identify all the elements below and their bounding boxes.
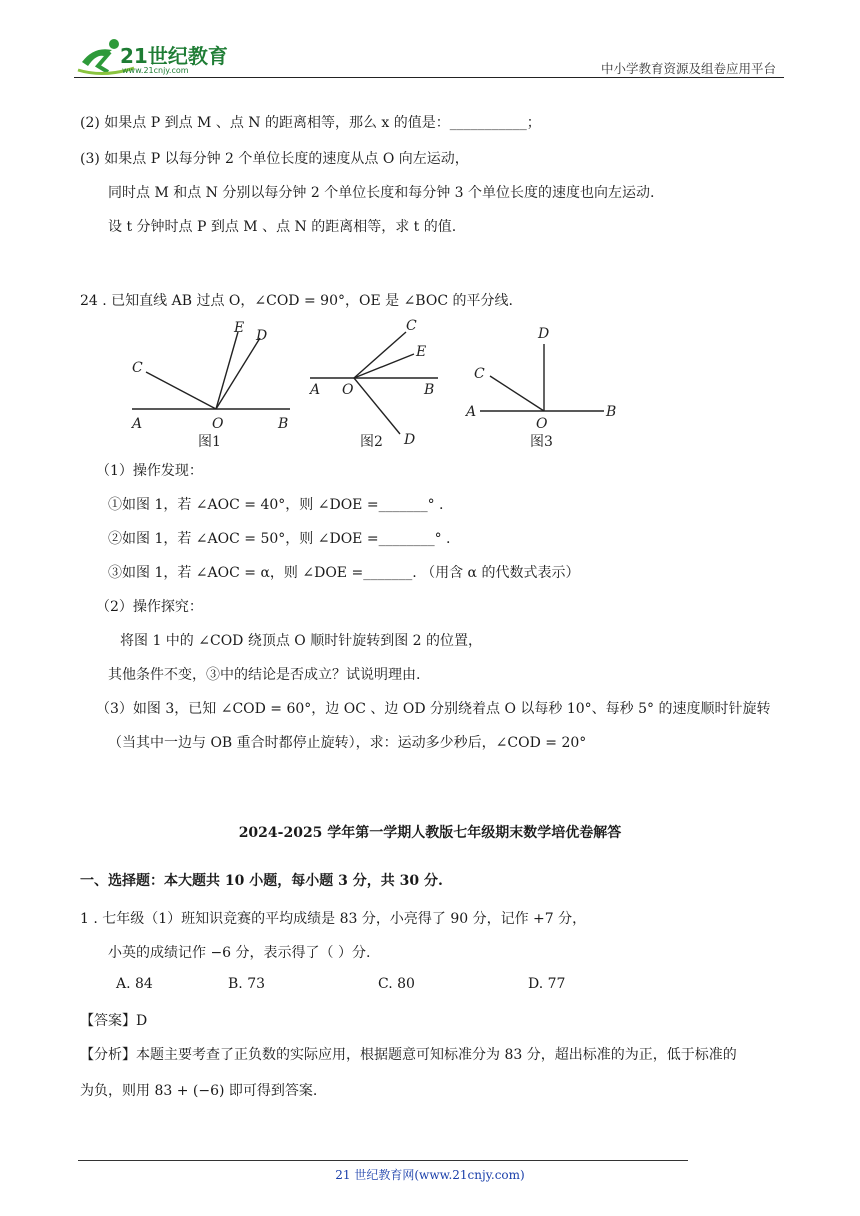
label-o: O <box>536 416 548 432</box>
label-o: O <box>212 416 224 432</box>
ray-oe <box>216 332 238 409</box>
label-e: E <box>416 344 427 360</box>
label-a: A <box>132 416 143 432</box>
q24-part1-title: （1）操作发现： <box>96 463 203 479</box>
label-d: D <box>404 432 416 448</box>
q23-part3-line1: (3) 如果点 P 以每分钟 2 个单位长度的速度从点 O 向左运动， <box>80 151 469 167</box>
label-c: C <box>132 360 143 376</box>
q23-part2: (2) 如果点 P 到点 M 、点 N 的距离相等，那么 x 的值是：___________； <box>80 115 541 131</box>
label-a: A <box>310 382 321 398</box>
figure-1 <box>128 320 298 452</box>
ray-oc <box>354 332 406 378</box>
q24-part2-title: （2）操作探究： <box>96 599 203 615</box>
logo-url: www.21cnjy.com <box>122 66 189 75</box>
ray-od <box>354 378 400 434</box>
logo-text: 21世纪教育 <box>120 44 228 68</box>
analysis-line1: 【分析】本题主要考查了正负数的实际应用，根据题意可知标准分为 83 分，超出标准的为正，低于标准的 <box>80 1047 737 1063</box>
option-d: D. 77 <box>528 976 566 992</box>
label-a: A <box>466 404 477 420</box>
ray-oe <box>354 354 414 378</box>
q24-part1-a: ①如图 1，若 ∠AOC = 40°，则 ∠DOE =_______° . <box>108 497 444 513</box>
q24-part2-line2: 其他条件不变，③中的结论是否成立？试说明理由. <box>108 667 421 683</box>
option-c: C. 80 <box>378 976 415 992</box>
q24-stem: 24 . 已知直线 AB 过点 O，∠COD = 90°，OE 是 ∠BOC 的平分线. <box>80 293 513 309</box>
footer-divider <box>78 1160 688 1161</box>
header-divider <box>74 77 784 78</box>
label-e: E <box>234 320 245 336</box>
q23-part3-line3: 设 t 分钟时点 P 到点 M 、点 N 的距离相等，求 t 的值. <box>108 219 457 235</box>
header-platform-text: 中小学教育资源及组卷应用平台 <box>600 61 776 76</box>
footer-link[interactable]: 21 世纪教育网(www.21cnjy.com) <box>335 1168 525 1182</box>
ray-od <box>216 338 260 409</box>
label-c: C <box>474 366 485 382</box>
ray-oc <box>490 376 544 411</box>
label-b: B <box>606 404 617 420</box>
answer-section-title: 2024-2025 学年第一学期人教版七年级期末数学培优卷解答 <box>238 825 622 841</box>
figure-2-caption: 图2 <box>360 434 383 450</box>
label-b: B <box>278 416 289 432</box>
label-o: O <box>342 382 354 398</box>
q23-part3-line2: 同时点 M 和点 N 分别以每分钟 2 个单位长度和每分钟 3 个单位长度的速度也向左运动. <box>108 185 655 201</box>
q24-part1-c: ③如图 1，若 ∠AOC = α，则 ∠DOE =_______. （用含 α 的代数式表示） <box>108 565 580 581</box>
label-c: C <box>406 318 417 334</box>
q1-line1: 1 . 七年级（1）班知识竞赛的平均成绩是 83 分，小亮得了 90 分，记作 +7 分， <box>80 911 587 927</box>
analysis-line2: 为负，则用 83 + (−6) 即可得到答案. <box>80 1083 318 1099</box>
section-1-heading: 一、选择题：本大题共 10 小题，每小题 3 分，共 30 分. <box>80 873 443 889</box>
q24-part3-line2: （当其中一边与 OB 重合时都停止旋转），求：运动多少秒后，∠COD = 20° <box>108 735 587 751</box>
q24-part1-b: ②如图 1，若 ∠AOC = 50°，则 ∠DOE =________° . <box>108 531 451 547</box>
figure-1-caption: 图1 <box>198 434 221 450</box>
answer-label: 【答案】D <box>80 1013 148 1029</box>
label-d: D <box>256 328 268 344</box>
figure-2 <box>306 316 446 452</box>
figure-3 <box>464 320 624 452</box>
q1-line2: 小英的成绩记作 −6 分，表示得了（ ）分. <box>108 945 371 961</box>
ray-oc <box>146 372 216 409</box>
option-a: A. 84 <box>116 976 153 992</box>
label-d: D <box>538 326 550 342</box>
option-b: B. 73 <box>228 976 266 992</box>
figure-3-caption: 图3 <box>530 434 553 450</box>
q24-part2-line1: 将图 1 中的 ∠COD 绕顶点 O 顺时针旋转到图 2 的位置， <box>120 633 483 649</box>
label-b: B <box>424 382 435 398</box>
q24-part3-line1: （3）如图 3，已知 ∠COD = 60°，边 OC 、边 OD 分别绕着点 O 以每秒 10°、每秒 5° 的速度顺时针旋转 <box>96 701 771 717</box>
site-logo <box>74 32 244 80</box>
